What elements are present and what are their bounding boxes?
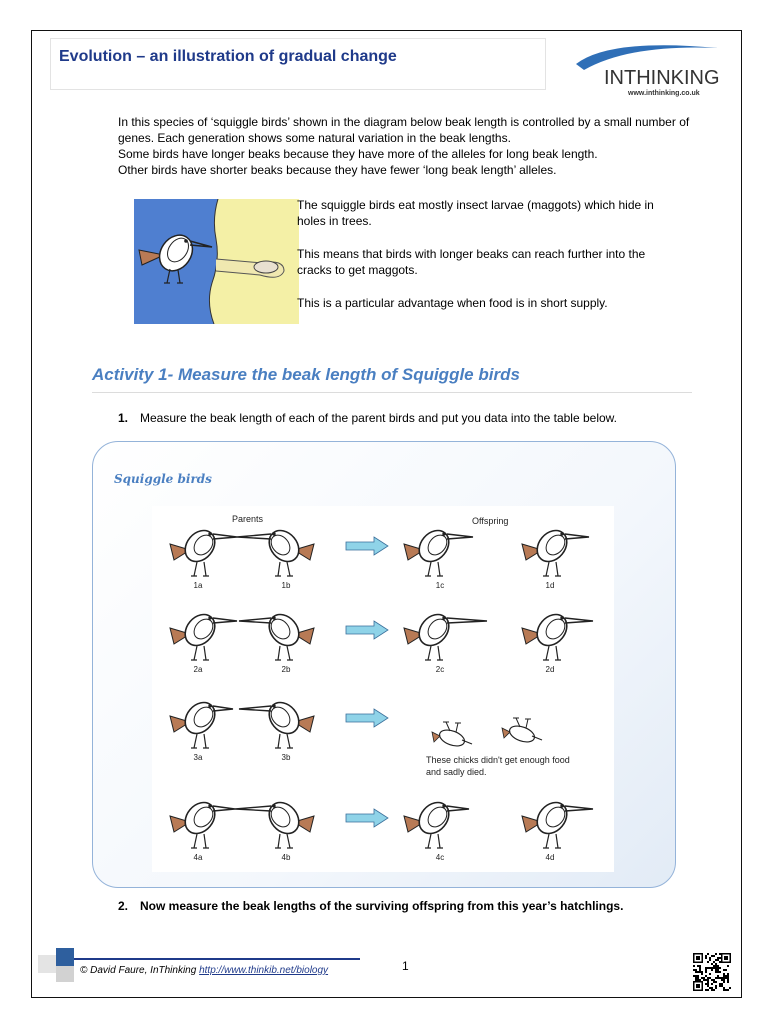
bird-label: 2b [281, 665, 291, 674]
biology-link[interactable]: http://www.thinkib.net/biology [199, 965, 329, 976]
question-2 [118, 899, 623, 913]
squiggle-bird [522, 525, 589, 576]
bird-label: 2d [545, 665, 555, 674]
squiggle-bird [404, 525, 473, 576]
side-paragraph: This means that birds with longer beaks can reach further into the cracks to get maggots. [297, 247, 646, 277]
logo-url: www.inthinking.co.uk [628, 90, 700, 97]
bird-tree-illustration [134, 199, 299, 324]
dead-chick-icon [432, 722, 472, 749]
inthinking-logo [570, 40, 720, 100]
arrow-icon [346, 621, 388, 639]
squiggle-bird [170, 609, 237, 660]
bird-label: 4c [435, 853, 445, 862]
bird-label: 3a [193, 753, 203, 762]
intro-text [118, 114, 698, 178]
bird-label: 4b [281, 853, 291, 862]
intro-line: Some birds have longer beaks because they have more of the alleles for long beak length. [118, 147, 598, 161]
bird-label: 1c [435, 581, 445, 590]
squiggle-bird [404, 797, 469, 848]
intro-line: Other birds have shorter beaks because they have fewer ‘long beak length’ alleles. [118, 163, 557, 177]
arrow-icon [346, 709, 388, 727]
heading-rule [92, 392, 692, 393]
squiggle-bird [522, 797, 593, 848]
activity-heading: Activity 1- Measure the beak length of Squiggle birds [92, 365, 520, 384]
bird-diagram [152, 506, 614, 872]
logo-text: INTHINKING [604, 67, 720, 89]
page-number: 1 [402, 959, 409, 973]
question-text: Measure the beak length of each of the parent birds and put you data into the table below. [140, 411, 617, 425]
question-text: Now measure the beak lengths of the surviving offspring from this year’s hatchlings. [140, 899, 624, 913]
bird-label: 4a [193, 853, 203, 862]
squiggle-bird [237, 525, 314, 576]
footer-credit [80, 965, 328, 976]
arrow-icon [346, 537, 388, 555]
panel-title: Squiggle birds [114, 472, 212, 486]
food-explanation [297, 197, 682, 328]
side-paragraph: This is a particular advantage when food is in short supply. [297, 296, 608, 310]
squiggle-bird [235, 797, 314, 848]
question-1 [118, 411, 617, 425]
bird-label: 1d [545, 581, 555, 590]
footer-decoration [56, 966, 74, 982]
died-note: and sadly died. [426, 767, 487, 777]
offspring-label: Offspring [472, 516, 509, 526]
squiggle-bird [404, 609, 487, 660]
footer-decoration [56, 948, 74, 966]
footer-decoration [38, 955, 56, 973]
bird-label: 1a [193, 581, 203, 590]
footer-rule [74, 958, 360, 960]
parents-label: Parents [232, 514, 264, 524]
side-paragraph: The squiggle birds eat mostly insect larvae (maggots) which hide in holes in trees. [297, 198, 654, 228]
question-number: 2. [118, 899, 129, 913]
page-title: Evolution – an illustration of gradual change [59, 48, 397, 65]
bird-diagram-svg [152, 506, 614, 872]
intro-line: In this species of ‘squiggle birds’ shown in the diagram below beak length is controlled by a small number of genes. Each generation shows some natural variation in the beak lengths. [118, 115, 690, 145]
bird-label: 3b [281, 753, 291, 762]
squiggle-bird [170, 697, 233, 748]
bird-label: 2a [193, 665, 203, 674]
died-note: These chicks didn't get enough food [426, 755, 570, 765]
dead-chick-icon [502, 718, 542, 745]
arrow-icon [346, 809, 388, 827]
bird-label: 1b [281, 581, 291, 590]
credit-text: © David Faure, InThinking [80, 965, 200, 976]
question-number: 1. [118, 411, 129, 425]
bird-label: 2c [435, 665, 445, 674]
qr-code-icon[interactable] [692, 952, 732, 992]
squiggle-bird [239, 697, 314, 748]
bird-label: 4d [545, 853, 555, 862]
squiggle-bird [239, 609, 314, 660]
squiggle-bird [170, 525, 237, 576]
squiggle-bird [170, 797, 235, 848]
squiggle-bird [522, 609, 593, 660]
